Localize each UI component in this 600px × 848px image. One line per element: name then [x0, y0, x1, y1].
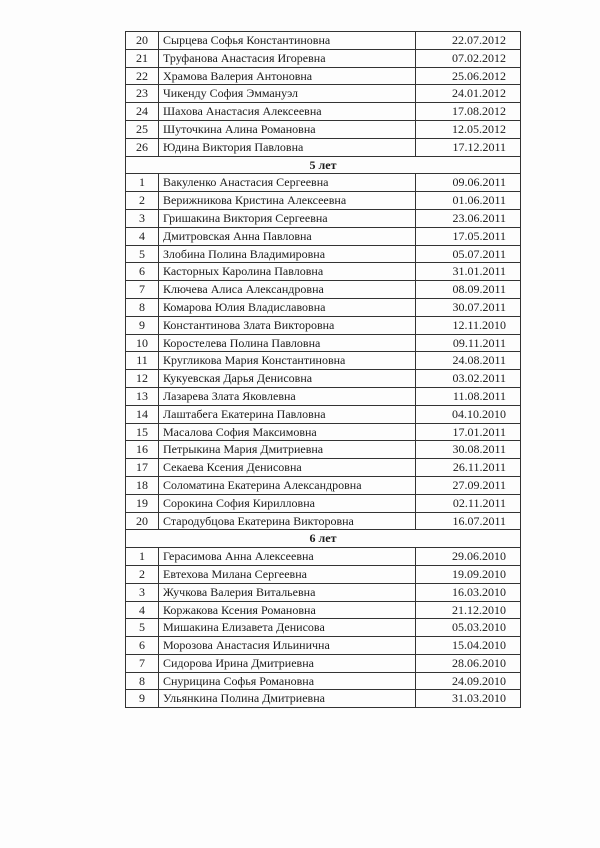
full-name: Ульянкина Полина Дмитриевна: [159, 690, 416, 708]
full-name: Лазарева Злата Яковлевна: [159, 387, 416, 405]
birth-date: 31.01.2011: [416, 263, 521, 281]
row-number: 25: [126, 120, 159, 138]
row-number: 24: [126, 103, 159, 121]
table-row: [126, 103, 521, 121]
full-name: Снурицина Софья Романовна: [159, 672, 416, 690]
full-name: Стародубцова Екатерина Викторовна: [159, 512, 416, 530]
birth-date: 16.07.2011: [416, 512, 521, 530]
full-name: Злобина Полина Владимировна: [159, 245, 416, 263]
full-name: Касторных Каролина Павловна: [159, 263, 416, 281]
table-row: [126, 423, 521, 441]
row-number: 15: [126, 423, 159, 441]
table-row: [126, 565, 521, 583]
birth-date: 11.08.2011: [416, 387, 521, 405]
row-number: 22: [126, 67, 159, 85]
row-number: 19: [126, 494, 159, 512]
row-number: 7: [126, 281, 159, 299]
row-number: 4: [126, 601, 159, 619]
birth-date: 08.09.2011: [416, 281, 521, 299]
birth-date: 24.09.2010: [416, 672, 521, 690]
document-page: [125, 31, 515, 708]
table-row: [126, 316, 521, 334]
row-number: 5: [126, 245, 159, 263]
row-number: 9: [126, 316, 159, 334]
birth-date: 30.08.2011: [416, 441, 521, 459]
row-number: 6: [126, 637, 159, 655]
table-row: [126, 405, 521, 423]
table-row: [126, 298, 521, 316]
row-number: 6: [126, 263, 159, 281]
full-name: Коростелева Полина Павловна: [159, 334, 416, 352]
table-row: [126, 548, 521, 566]
age-group-title: 5 лет: [126, 156, 521, 174]
row-number: 2: [126, 192, 159, 210]
row-number: 16: [126, 441, 159, 459]
birth-date: 31.03.2010: [416, 690, 521, 708]
row-number: 10: [126, 334, 159, 352]
full-name: Масалова София Максимовна: [159, 423, 416, 441]
birth-date: 28.06.2010: [416, 654, 521, 672]
birth-date: 09.06.2011: [416, 174, 521, 192]
birth-date: 21.12.2010: [416, 601, 521, 619]
full-name: Коржакова Ксения Романовна: [159, 601, 416, 619]
full-name: Чикенду София Эммануэл: [159, 85, 416, 103]
birth-date: 24.08.2011: [416, 352, 521, 370]
table-row: [126, 209, 521, 227]
full-name: Верижникова Кристина Алексеевна: [159, 192, 416, 210]
full-name: Мишакина Елизавета Денисова: [159, 619, 416, 637]
birth-date: 19.09.2010: [416, 565, 521, 583]
birth-date: 17.08.2012: [416, 103, 521, 121]
age-group-header: [126, 530, 521, 548]
row-number: 21: [126, 49, 159, 67]
full-name: Герасимова Анна Алексеевна: [159, 548, 416, 566]
birth-date: 26.11.2011: [416, 459, 521, 477]
full-name: Шахова Анастасия Алексеевна: [159, 103, 416, 121]
table-row: [126, 138, 521, 156]
row-number: 17: [126, 459, 159, 477]
table-row: [126, 192, 521, 210]
row-number: 3: [126, 583, 159, 601]
age-group-header: [126, 156, 521, 174]
table-row: [126, 601, 521, 619]
full-name: Лаштабега Екатерина Павловна: [159, 405, 416, 423]
table-row: [126, 441, 521, 459]
table-row: [126, 583, 521, 601]
row-number: 20: [126, 512, 159, 530]
row-number: 1: [126, 548, 159, 566]
table-row: [126, 370, 521, 388]
table-row: [126, 85, 521, 103]
birth-date: 03.02.2011: [416, 370, 521, 388]
birth-date: 07.02.2012: [416, 49, 521, 67]
full-name: Сырцева Софья Константиновна: [159, 32, 416, 50]
table-row: [126, 174, 521, 192]
full-name: Гришакина Виктория Сергеевна: [159, 209, 416, 227]
row-number: 23: [126, 85, 159, 103]
birth-date: 17.12.2011: [416, 138, 521, 156]
row-number: 11: [126, 352, 159, 370]
table-row: [126, 49, 521, 67]
full-name: Кукуевская Дарья Денисовна: [159, 370, 416, 388]
row-number: 20: [126, 32, 159, 50]
table-row: [126, 67, 521, 85]
full-name: Шуточкина Алина Романовна: [159, 120, 416, 138]
birth-date: 17.01.2011: [416, 423, 521, 441]
birth-date: 04.10.2010: [416, 405, 521, 423]
birth-date: 24.01.2012: [416, 85, 521, 103]
full-name: Соломатина Екатерина Александровна: [159, 476, 416, 494]
participants-table: [125, 31, 521, 708]
birth-date: 01.06.2011: [416, 192, 521, 210]
table-row: [126, 387, 521, 405]
birth-date: 05.07.2011: [416, 245, 521, 263]
row-number: 13: [126, 387, 159, 405]
row-number: 7: [126, 654, 159, 672]
birth-date: 05.03.2010: [416, 619, 521, 637]
birth-date: 12.05.2012: [416, 120, 521, 138]
table-row: [126, 690, 521, 708]
table-row: [126, 334, 521, 352]
birth-date: 22.07.2012: [416, 32, 521, 50]
table-row: [126, 245, 521, 263]
row-number: 9: [126, 690, 159, 708]
full-name: Вакуленко Анастасия Сергеевна: [159, 174, 416, 192]
full-name: Дмитровская Анна Павловна: [159, 227, 416, 245]
full-name: Евтехова Милана Сергеевна: [159, 565, 416, 583]
row-number: 18: [126, 476, 159, 494]
row-number: 26: [126, 138, 159, 156]
birth-date: 27.09.2011: [416, 476, 521, 494]
table-row: [126, 120, 521, 138]
full-name: Труфанова Анастасия Игоревна: [159, 49, 416, 67]
full-name: Жучкова Валерия Витальевна: [159, 583, 416, 601]
table-row: [126, 263, 521, 281]
birth-date: 30.07.2011: [416, 298, 521, 316]
birth-date: 02.11.2011: [416, 494, 521, 512]
row-number: 2: [126, 565, 159, 583]
age-group-title: 6 лет: [126, 530, 521, 548]
full-name: Сидорова Ирина Дмитриевна: [159, 654, 416, 672]
full-name: Храмова Валерия Антоновна: [159, 67, 416, 85]
full-name: Комарова Юлия Владиславовна: [159, 298, 416, 316]
full-name: Юдина Виктория Павловна: [159, 138, 416, 156]
birth-date: 25.06.2012: [416, 67, 521, 85]
full-name: Секаева Ксения Денисовна: [159, 459, 416, 477]
full-name: Ключева Алиса Александровна: [159, 281, 416, 299]
row-number: 8: [126, 298, 159, 316]
full-name: Морозова Анастасия Ильинична: [159, 637, 416, 655]
birth-date: 15.04.2010: [416, 637, 521, 655]
table-row: [126, 672, 521, 690]
row-number: 8: [126, 672, 159, 690]
table-row: [126, 32, 521, 50]
table-body: [126, 32, 521, 708]
row-number: 5: [126, 619, 159, 637]
birth-date: 09.11.2011: [416, 334, 521, 352]
full-name: Петрыкина Мария Дмитриевна: [159, 441, 416, 459]
birth-date: 12.11.2010: [416, 316, 521, 334]
table-row: [126, 227, 521, 245]
table-row: [126, 512, 521, 530]
table-row: [126, 281, 521, 299]
table-row: [126, 494, 521, 512]
table-row: [126, 637, 521, 655]
birth-date: 29.06.2010: [416, 548, 521, 566]
table-row: [126, 459, 521, 477]
row-number: 12: [126, 370, 159, 388]
birth-date: 23.06.2011: [416, 209, 521, 227]
table-row: [126, 476, 521, 494]
table-row: [126, 654, 521, 672]
row-number: 4: [126, 227, 159, 245]
full-name: Сорокина София Кирилловна: [159, 494, 416, 512]
full-name: Кругликова Мария Константиновна: [159, 352, 416, 370]
row-number: 1: [126, 174, 159, 192]
birth-date: 17.05.2011: [416, 227, 521, 245]
row-number: 3: [126, 209, 159, 227]
row-number: 14: [126, 405, 159, 423]
table-row: [126, 619, 521, 637]
full-name: Константинова Злата Викторовна: [159, 316, 416, 334]
birth-date: 16.03.2010: [416, 583, 521, 601]
table-row: [126, 352, 521, 370]
